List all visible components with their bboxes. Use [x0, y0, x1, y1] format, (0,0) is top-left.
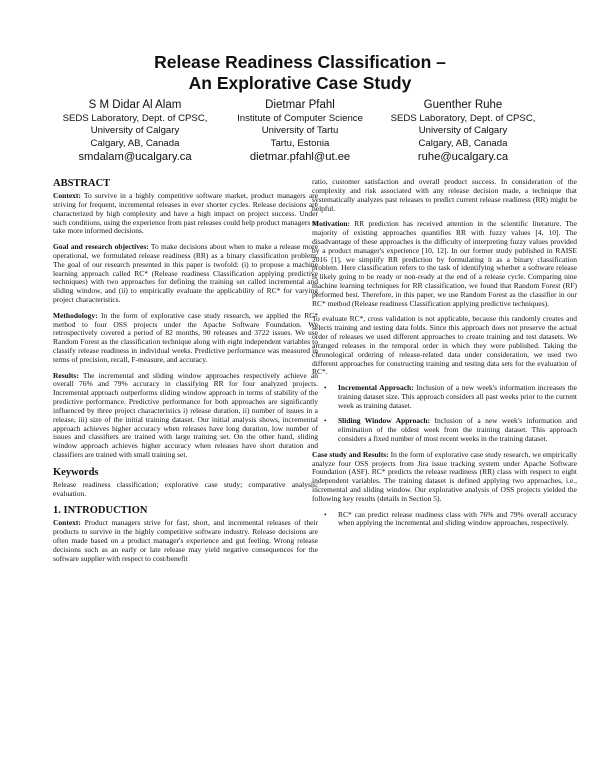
- author-affiliation-line: Tartu, Estonia: [270, 137, 330, 149]
- bullet-icon: •: [324, 509, 327, 519]
- motivation-text: RR prediction has received attention in the scientific literature. The majority of existing approaches quantifies RR with fuzzy values [4, 10]. The disadvantage of these approaches is the difficulty of interpreting fuzzy values provided by a product manager's experience [10, 12]. In our former study published in RAISE 2016 [1], we simplify RR prediction by formulating it as a binary classification problem. Here classification refers to the task of identifying whether a software release is likely going to be ready or non-ready at the end of a release cycle. Comparing nine machine learning techniques for RR classification, we found that Random Forest (RF) performed best. Therefore, in this paper, we use Random Forest as the classifier in our RC* method (Release readiness Classification applying predictive techniques).: [312, 219, 578, 308]
- author-affiliation-line: SEDS Laboratory, Dept. of CPSC,: [390, 113, 536, 124]
- intro-context-label: Context:: [53, 518, 81, 528]
- author-affiliation-line: Calgary, AB, Canada: [90, 137, 180, 149]
- list-item: [324, 416, 577, 444]
- abstract-methodology: [53, 312, 318, 365]
- author-block-1: [40, 98, 230, 165]
- context-text: To survive in a highly competitive software market, product managers are striving for frequent, incremental releases in ever shorter cycles. Release decisions are characterized by high complexity and have a high impact on project success. Under such conditions, using the experience from past releases could help product managers to take more informed decisions.: [53, 191, 318, 236]
- author-affiliation-line: SEDS Laboratory, Dept. of CPSC,: [62, 113, 208, 124]
- results-list: [312, 511, 577, 529]
- abstract-goal: [53, 243, 318, 305]
- bullet-text: Inclusion of a new week's information and elimination of the oldest week from the training dataset. This approach considers a fixed number of most recent weeks in the training dataset.: [338, 416, 577, 444]
- bullet-label: Sliding Window Approach:: [338, 416, 431, 426]
- author-affiliation-line: University of Calgary: [90, 125, 180, 137]
- author-name: Dietmar Pfahl: [265, 99, 335, 111]
- goal-text: To make decisions about when to make a release more operational, we formulated release readiness (RR) as a binary classification problem. The goal of our research presented in this paper is twofold: (i) to propose a machine learning approach called RC* (Release readiness Classification applying predictive techniques) with two approaches for defining the training set called incremental and sliding window, and (ii) to empirically evaluate the applicability of RC* for varying project characteristics.: [53, 242, 318, 305]
- methodology-label: Methodology:: [53, 310, 98, 320]
- paper-title-line-2: An Explorative Case Study: [188, 73, 412, 93]
- case-study-text: In the form of explorative case study research, we empirically analyze four OSS projects from Jira issue tracking system under Apache Software Foundation (ASF). RC* predicts the release readiness (RR) class with respect to eight independent variables. The training dataset is defined applying two approaches, i.e., incremental and sliding window. Our explorative analysis of OSS projects yielded the following key results (details in Section 5).: [312, 449, 578, 503]
- context-label: Context:: [53, 191, 81, 200]
- results-text: The incremental and sliding window approaches respectively achieve an overall 76% and 79% accuracy in classifying RR for four analyzed projects. Incremental approach outperforms sliding window approach in terms of stability of the predictive performance. Predictive performance for both approaches are significantly influenced by three project characteristics i) release duration, ii) number of issues in a release, iii) size of the initial training dataset. Our initial analysis shows, incremental approach achieves higher accuracy when releases have long duration, low number of issues and classifiers are trained with large training set. On the other hand, sliding window approach achieves higher accuracy when releases have short duration and classifiers are trained with small training set.: [53, 370, 318, 460]
- intro-context-text: Product managers strive for fast, short, and incremental releases of their products to survive in the highly competitive software industry. Release decisions are often made based on a product manager's experience and gut feeling. Wrong release decisions such as an early or late release may yield negative consequences for the software supplier with respect to cost/benefit: [53, 518, 319, 563]
- abstract-context: [53, 192, 318, 236]
- right-column: [312, 178, 577, 535]
- author-affiliation-line: University of Tartu: [261, 125, 339, 137]
- bullet-text: RC* can predict release readiness class with 76% and 79% overall accuracy when applying the incremental and sliding window approaches, respectively.: [338, 509, 577, 528]
- author-name: Guenther Ruhe: [423, 99, 503, 111]
- introduction-heading: 1. INTRODUCTION: [53, 505, 148, 517]
- results-label: Results:: [53, 370, 79, 380]
- abstract-results: [53, 372, 318, 460]
- intro-context: [53, 519, 318, 563]
- list-item: [324, 509, 577, 529]
- left-column: [53, 178, 318, 570]
- author-affiliation-line: Institute of Computer Science: [237, 113, 363, 124]
- author-email: smdalam@ucalgary.ca: [78, 150, 192, 163]
- paper-title-line-1: Release Readiness Classification –: [154, 52, 446, 72]
- bullet-icon: •: [324, 416, 327, 426]
- motivation-label: Motivation:: [312, 219, 350, 229]
- author-email: ruhe@ucalgary.ca: [417, 150, 509, 163]
- goal-label: Goal and research objectives:: [53, 242, 149, 252]
- intro-continued-paragraph: ratio, customer satisfaction and overall product success. In consideration of the complexity and risk associated with any release decision made, a technique that systematically analyzes past releases to predict current release readiness (RR) might be helpful.: [312, 177, 577, 213]
- methodology-text: In the form of explorative case study research, we applied the RC* method to four OSS projects under the Apache Software Foundation. We retrospectively covered a period of 82 months, 90 releases and 3722 issues. We use Random Forest as the classification technique along with eight independent variables to classify release readiness in individual weeks. Predictive performance was measured in terms of precision, recall, F-measure, and accuracy.: [53, 310, 318, 364]
- author-name: S M Didar Al Alam: [88, 99, 182, 111]
- approach-list: [312, 384, 577, 444]
- keywords-text: Release readiness classification; explorative case study; comparative analysis; evaluation.: [53, 479, 318, 498]
- case-study-paragraph: [312, 451, 577, 504]
- author-affiliation-line: Calgary, AB, Canada: [418, 137, 508, 149]
- author-email: dietmar.pfahl@ut.ee: [249, 150, 351, 163]
- case-study-label: Case study and Results:: [312, 449, 389, 459]
- bullet-icon: •: [324, 383, 327, 393]
- list-item: [324, 383, 578, 411]
- bullet-text: Inclusion of a new week's information increases the training dataset size. This approach considers all past weeks prior to the current week as training dataset.: [338, 383, 578, 410]
- author-block-2: [205, 98, 395, 165]
- bullet-label: Incremental Approach:: [338, 383, 414, 393]
- evaluation-paragraph: To evaluate RC*, cross validation is not applicable, because this randomly creates and selects training and testing data folds. Since this approach does not preserve the actual order of releases we used different approaches to create training and test datasets. We arranged releases in the temporal order in which they were published. Taking the chronological ordering of release-related data under consideration, we used two different approaches for constructing training and testing data sets for the evaluation of RC*.: [312, 314, 577, 377]
- author-block-3: [368, 98, 558, 165]
- author-affiliation-line: University of Calgary: [418, 125, 508, 137]
- keywords-heading: Keywords: [53, 466, 99, 478]
- motivation-paragraph: [312, 220, 577, 308]
- abstract-heading: ABSTRACT: [53, 178, 111, 189]
